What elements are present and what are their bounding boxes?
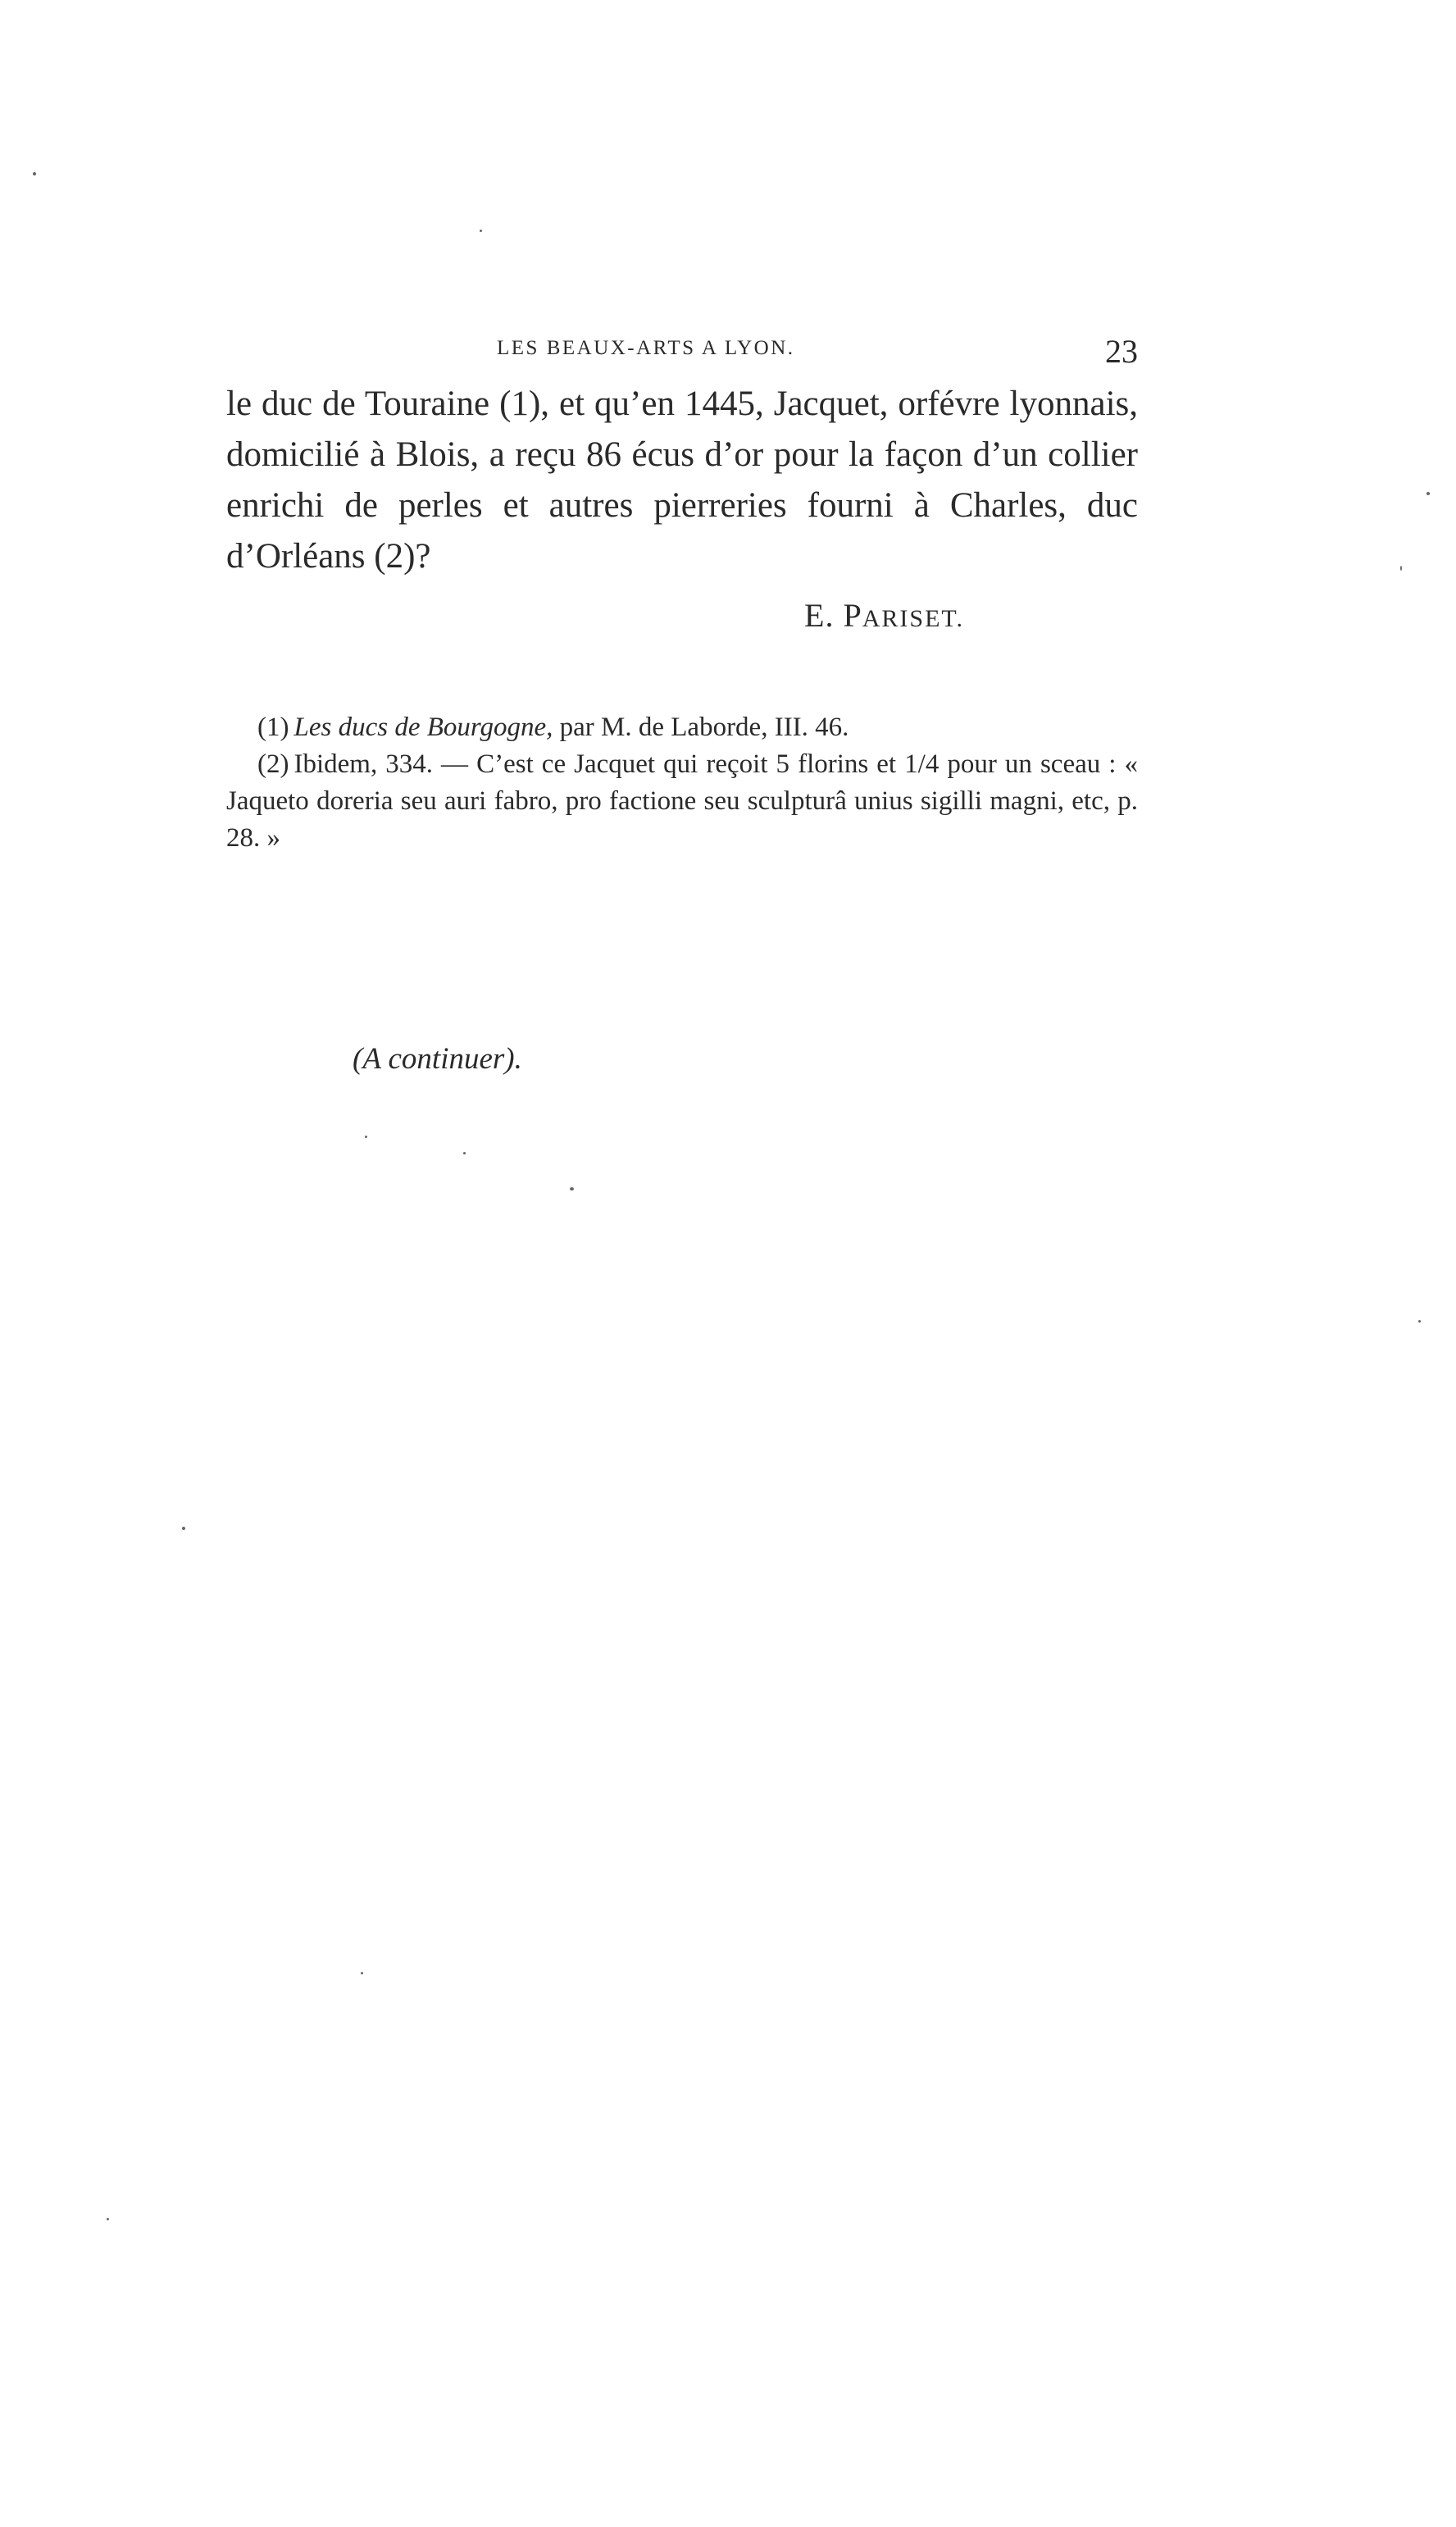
body-text (226, 379, 1138, 582)
scan-speck (361, 1972, 363, 1974)
scan-speck (1418, 1320, 1421, 1323)
author-signature (804, 596, 964, 635)
page-number: 23 (1105, 333, 1138, 370)
footnote-2 (226, 746, 1138, 857)
continuation-note: (A continuer). (353, 1042, 522, 1076)
footnote-marker: (2) (257, 749, 289, 779)
scan-speck (463, 1152, 466, 1154)
scan-speck (1426, 492, 1430, 495)
running-head (226, 332, 1138, 373)
footnote-title: Les ducs de Bourgogne, (293, 713, 553, 742)
footnote-text: par M. de Laborde, III. 46. (553, 713, 849, 742)
footnote-1 (226, 709, 1138, 746)
scan-speck (33, 172, 36, 175)
scan-speck (480, 230, 482, 232)
signature-initial: E. (804, 597, 835, 634)
footnote-marker: (1) (257, 713, 289, 742)
signature-surname-first-letter: P (843, 597, 862, 634)
footnote-text: Ibidem, 334. — C’est ce Jacquet qui reçoit 5 florins et 1/4 pour un sceau : « Jaqueto doreria seu auri fabro, pro factione seu sculpturâ unius sigilli magni, etc, p. 28. » (226, 749, 1138, 853)
body-paragraph: le duc de Touraine (1), et qu’en 1445, Jacquet, orfévre lyonnais, domicilié à Blois, a reçu 86 écus d’or pour la façon d’un collier enrichi de perles et autres pierreries fourni à Charles, duc d’Orléans (2)? (226, 385, 1138, 576)
signature-surname-rest: ARISET. (862, 605, 964, 632)
footnotes (226, 709, 1138, 857)
scan-speck (1400, 566, 1402, 571)
scan-speck (182, 1527, 185, 1530)
scan-speck (570, 1187, 574, 1191)
scan-speck (365, 1136, 367, 1138)
running-title: LES BEAUX-ARTS A LYON. (497, 337, 795, 359)
scan-speck (107, 2218, 109, 2220)
